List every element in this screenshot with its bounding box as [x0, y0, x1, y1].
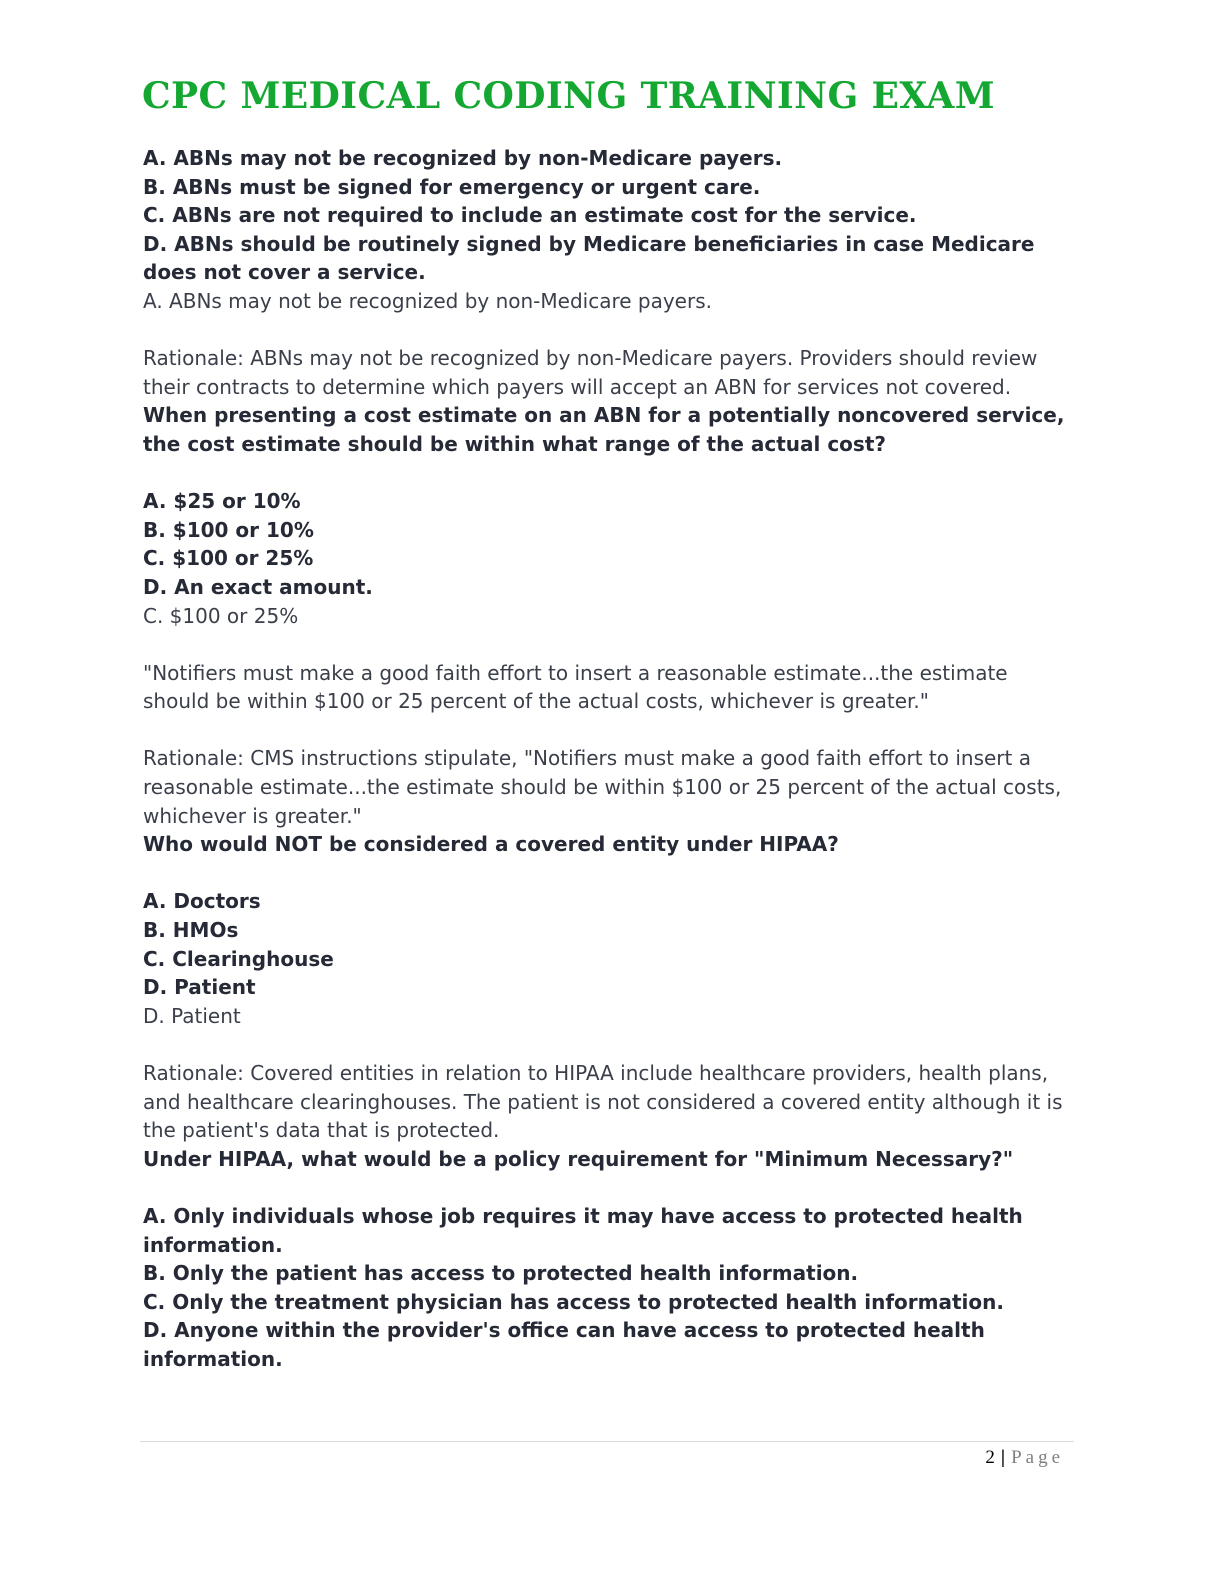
paragraph-spacer — [143, 1030, 1078, 1059]
answer-text-line: D. Patient — [143, 1003, 241, 1028]
paragraph-spacer — [143, 859, 1078, 888]
answer-text-line: Rationale: CMS instructions stipulate, "Notifiers must make a good faith effort to insert a reasonable estimate...the estimate should be within $100 or 25 percent of the actual costs, whichever is greater." — [143, 746, 1062, 828]
page-label: Page — [1011, 1447, 1064, 1468]
question-text-line: When presenting a cost estimate on an ABN for a potentially noncovered service, the cost estimate should be within what range of the actual cost? — [143, 403, 1065, 456]
question-text-line: C. ABNs are not required to include an estimate cost for the service. — [143, 203, 917, 228]
question-text-line: B. Only the patient has access to protected health information. — [143, 1261, 859, 1286]
answer-text-line: C. $100 or 25% — [143, 603, 299, 628]
question-text-line: B. HMOs — [143, 918, 239, 943]
question-text-line: B. $100 or 10% — [143, 517, 314, 542]
page-number: 2 — [985, 1447, 995, 1468]
question-text-line: A. Doctors — [143, 889, 261, 914]
question-text-line: D. Anyone within the provider's office can have access to protected health information. — [143, 1318, 985, 1371]
answer-text-line: "Notifiers must make a good faith effort to insert a reasonable estimate...the estimate should be within $100 or 25 percent of the actual costs, whichever is greater." — [143, 660, 1008, 714]
question-text-line: B. ABNs must be signed for emergency or urgent care. — [143, 174, 761, 199]
document-body — [143, 144, 1078, 1374]
paragraph-spacer — [143, 459, 1078, 488]
paragraph-spacer — [143, 316, 1078, 345]
answer-text-line: A. ABNs may not be recognized by non-Medicare payers. — [143, 288, 712, 313]
question-text-line: A. Only individuals whose job requires it may have access to protected health information. — [143, 1203, 1023, 1257]
question-text-line: D. Patient — [143, 975, 256, 1000]
footer-divider — [140, 1441, 1074, 1442]
paragraph-spacer — [143, 1173, 1078, 1202]
question-text-line: D. An exact amount. — [143, 574, 373, 599]
question-text-line: Under HIPAA, what would be a policy requirement for "Minimum Necessary?" — [143, 1146, 1014, 1171]
page-footer — [985, 1446, 1064, 1470]
question-text-line: D. ABNs should be routinely signed by Medicare beneficiaries in case Medicare does not cover a service. — [143, 231, 1035, 285]
question-text-line: C. $100 or 25% — [143, 546, 314, 571]
question-text-line: C. Clearinghouse — [143, 946, 334, 971]
document-title: CPC MEDICAL CODING TRAINING EXAM — [142, 75, 996, 117]
question-text-line: A. $25 or 10% — [143, 489, 301, 514]
paragraph-spacer — [143, 716, 1078, 745]
question-text-line: A. ABNs may not be recognized by non-Medicare payers. — [143, 146, 783, 170]
question-text-line: Who would NOT be considered a covered entity under HIPAA? — [143, 832, 839, 857]
paragraph-spacer — [143, 630, 1078, 659]
answer-text-line: Rationale: Covered entities in relation to HIPAA include healthcare providers, health plans, and healthcare clearinghouses. The patient is not considered a covered entity although it is the patient's data that is protected. — [143, 1061, 1063, 1143]
footer-separator: | — [1000, 1447, 1006, 1468]
question-text-line: C. Only the treatment physician has access to protected health information. — [143, 1289, 1004, 1314]
answer-text-line: Rationale: ABNs may not be recognized by non-Medicare payers. Providers should review their contracts to determine which payers will accept an ABN for services not covered. — [143, 346, 1038, 399]
